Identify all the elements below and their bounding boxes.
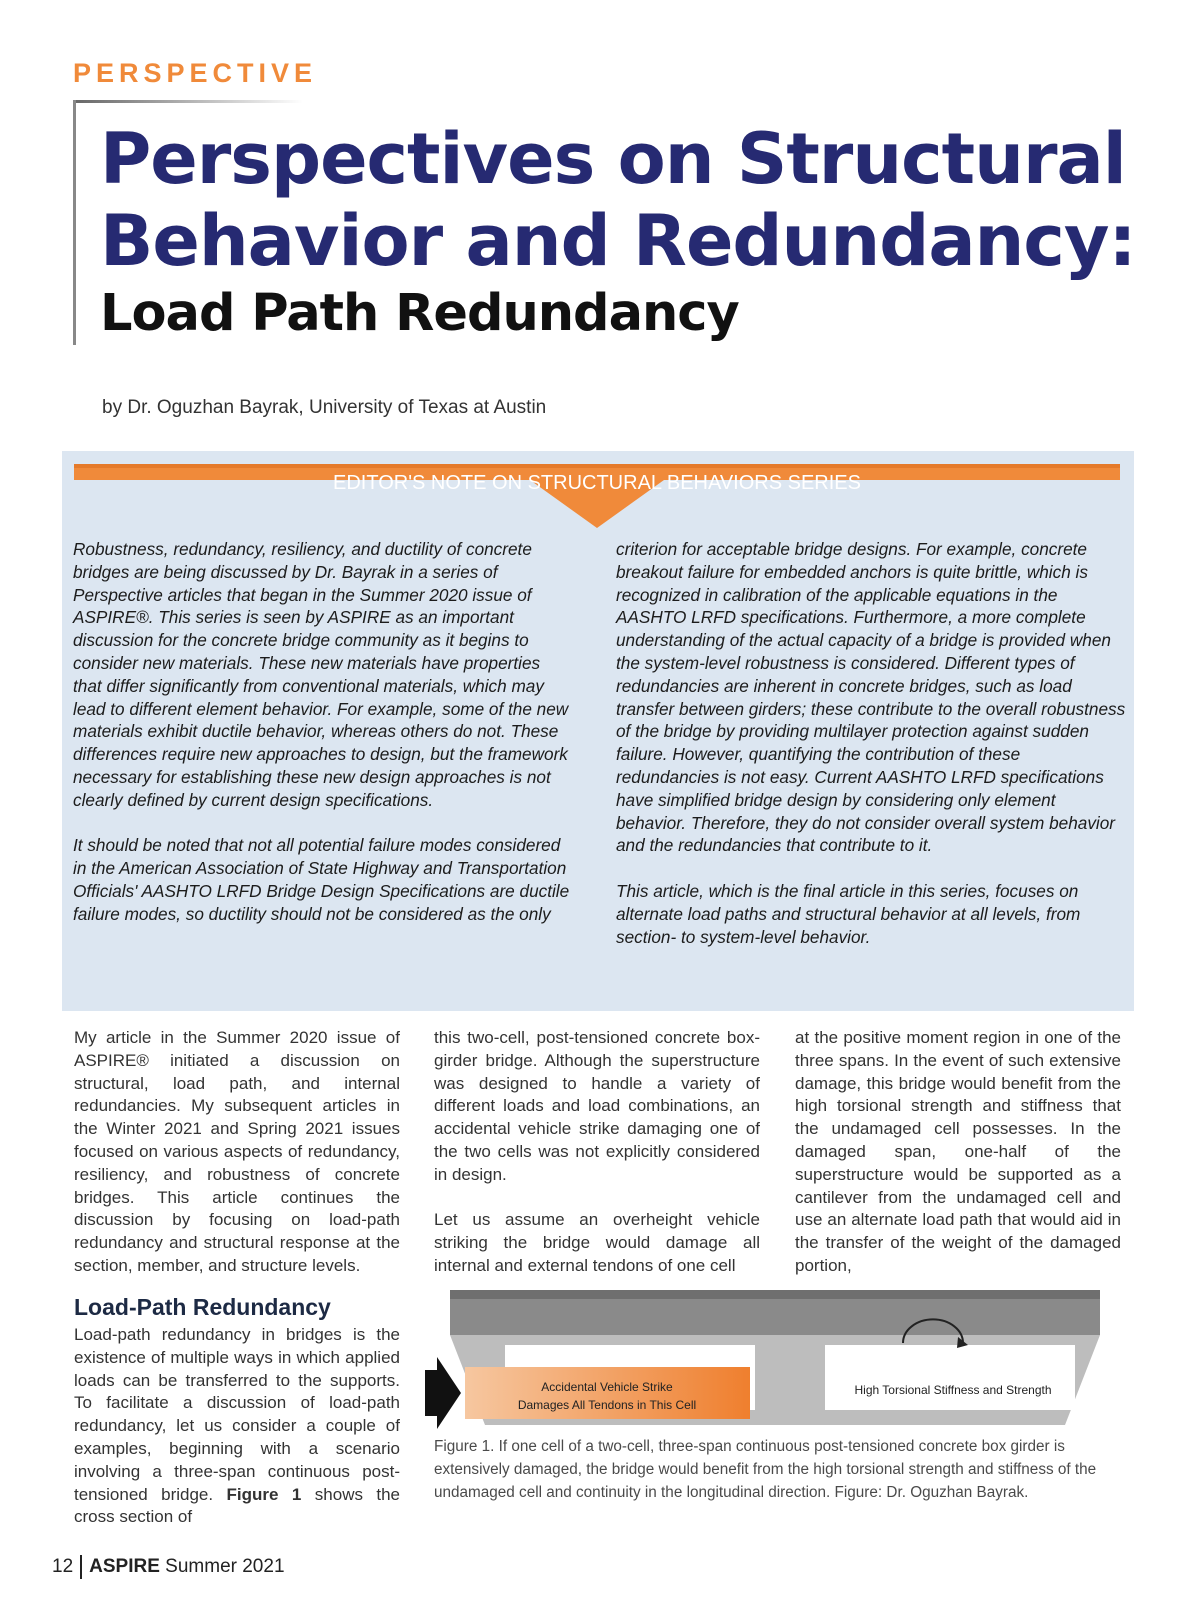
magazine-name: ASPIRE — [89, 1556, 160, 1578]
editors-note-right-p2: This article, which is the final article in this series, focuses on alternate load paths and structural behavior at all levels, from section- to system-level behavior. — [616, 880, 1081, 947]
impact-arrow-icon — [425, 1357, 461, 1429]
section-p1-end: shows the cross section of — [74, 1484, 401, 1527]
article-subtitle: Load Path Redundancy — [100, 284, 739, 343]
header-rule-vertical — [73, 100, 76, 345]
page-number: 12 — [52, 1556, 74, 1578]
section-heading: Load-Path Redundancy — [74, 1294, 331, 1320]
body-col1-p1: My article in the Summer 2020 issue of ASPIRE® initiated a discussion on structural, load path, and internal redundancies. My subsequent articles in the Winter 2021 and Spring 2021 issues focused on various aspects of redundancy, resiliency, and robustness of concrete bridges. This article continues the discussion by focusing on load-path redundancy and structural response at the section, member, and structure levels. — [74, 1028, 400, 1275]
title-line-2: Behavior and Redundancy: — [100, 200, 1136, 282]
body-column-2 — [434, 1027, 760, 1301]
title-line-1: Perspectives on Structural — [100, 118, 1126, 200]
page-footer — [52, 1555, 285, 1579]
editors-note-left-column — [73, 538, 573, 948]
figure-caption: Figure 1. If one cell of a two-cell, three-span continuous post-tensioned concrete box girder is extensively damaged, the bridge would benefit from the high torsional strength and stiffness of the undamaged cell and continuity in the longitudinal direction. Figure: Dr. Oguzhan Bayrak. — [434, 1438, 1097, 1501]
section-p1: Load-path redundancy in bridges is the existence of multiple ways in which applied loads can be transferred to the supports. To facilitate a discussion of load-path redundancy, let us consider a couple of examples, beginning with a scenario involving a three-span continuous post-tensioned bridge. — [74, 1325, 400, 1504]
editors-note-left-p2: It should be noted that not all potential failure modes considered in the American Association of State Highway and Transportation Officials' AASHTO LRFD Bridge Design Specifications are ductile failure modes, so ductility should not be considered as the only — [73, 835, 570, 924]
editors-note-right-p1: criterion for acceptable bridge designs. For example, concrete breakout failure for embedded anchors is quite brittle, which is recognized in calibration of the applicable equations in the AASHTO LRFD specifications. Furthermore, a more complete understanding of the actual capacity of a bridge is provided when the system-level robustness is considered. Different types of redundancies are inherent in concrete bridges, such as load transfer between girders; these contribute to the overall robustness of the bridge by providing multilayer protection against sudden failure. However, quantifying the contribution of these redundancies is not easy. Current AASHTO LRFD specifications have simplified bridge design by considering only element behavior. Therefore, they do not consider overall system behavior and the redundancies that contribute to it. — [616, 539, 1126, 856]
damage-callout-line1: Accidental Vehicle Strike — [541, 1380, 673, 1394]
byline: by Dr. Oguzhan Bayrak, University of Texas at Austin — [102, 397, 547, 418]
torsion-label: High Torsional Stiffness and Strength — [854, 1383, 1052, 1397]
article-title — [100, 118, 1136, 282]
footer-divider — [80, 1555, 82, 1579]
body-col3-p1: at the positive moment region in one of the three spans. In the event of such extensive damage, this bridge would benefit from the high torsional strength and stiffness that the undamaged cell possesses. In the damaged span, one-half of the superstructure would be supported as a cantilever from the undamaged cell and use an alternate load path that would aid in the transfer of the weight of the damaged portion, — [795, 1028, 1121, 1275]
body-col2-p1: this two-cell, post-tensioned concrete box-girder bridge. Although the superstructure was designed to handle a variety of different loads and load combinations, an accidental vehicle strike damaging one of the two cells was not explicitly considered in design. — [434, 1028, 760, 1184]
figure-reference: Figure 1 — [226, 1484, 302, 1504]
body-column-1 — [74, 1027, 400, 1301]
section-body — [74, 1324, 400, 1529]
header-rule-horizontal — [73, 100, 303, 103]
deck-top-edge — [450, 1290, 1100, 1299]
right-cell-void — [825, 1345, 1075, 1410]
editors-note-right-column — [616, 538, 1126, 971]
editors-note-heading: EDITOR'S NOTE ON STRUCTURAL BEHAVIORS SERIES — [333, 472, 861, 494]
banner-top-edge — [74, 464, 1120, 468]
figure-1-cross-section — [425, 1285, 1140, 1447]
body-column-3 — [795, 1027, 1121, 1301]
body-col2-p2: Let us assume an overheight vehicle striking the bridge would damage all internal and external tendons of one cell — [434, 1210, 760, 1275]
section-kicker: PERSPECTIVE — [73, 58, 318, 88]
editors-note-left-p1: Robustness, redundancy, resiliency, and ductility of concrete bridges are being discussed by Dr. Bayrak in a series of Perspective articles that began in the Summer 2020 issue of ASPIRE®. This series is seen by ASPIRE as an important discussion for the concrete bridge community as it begins to consider new materials. These new materials have properties that differ significantly from conventional materials, which may lead to different element behavior. For example, some of the new materials exhibit ductile behavior, whereas others do not. These differences require new approaches to design, but the framework necessary for establishing these new design approaches is not clearly defined by current design specifications. — [73, 539, 569, 810]
issue-name: Summer 2021 — [165, 1556, 285, 1578]
damage-callout-line2: Damages All Tendons in This Cell — [517, 1398, 697, 1412]
